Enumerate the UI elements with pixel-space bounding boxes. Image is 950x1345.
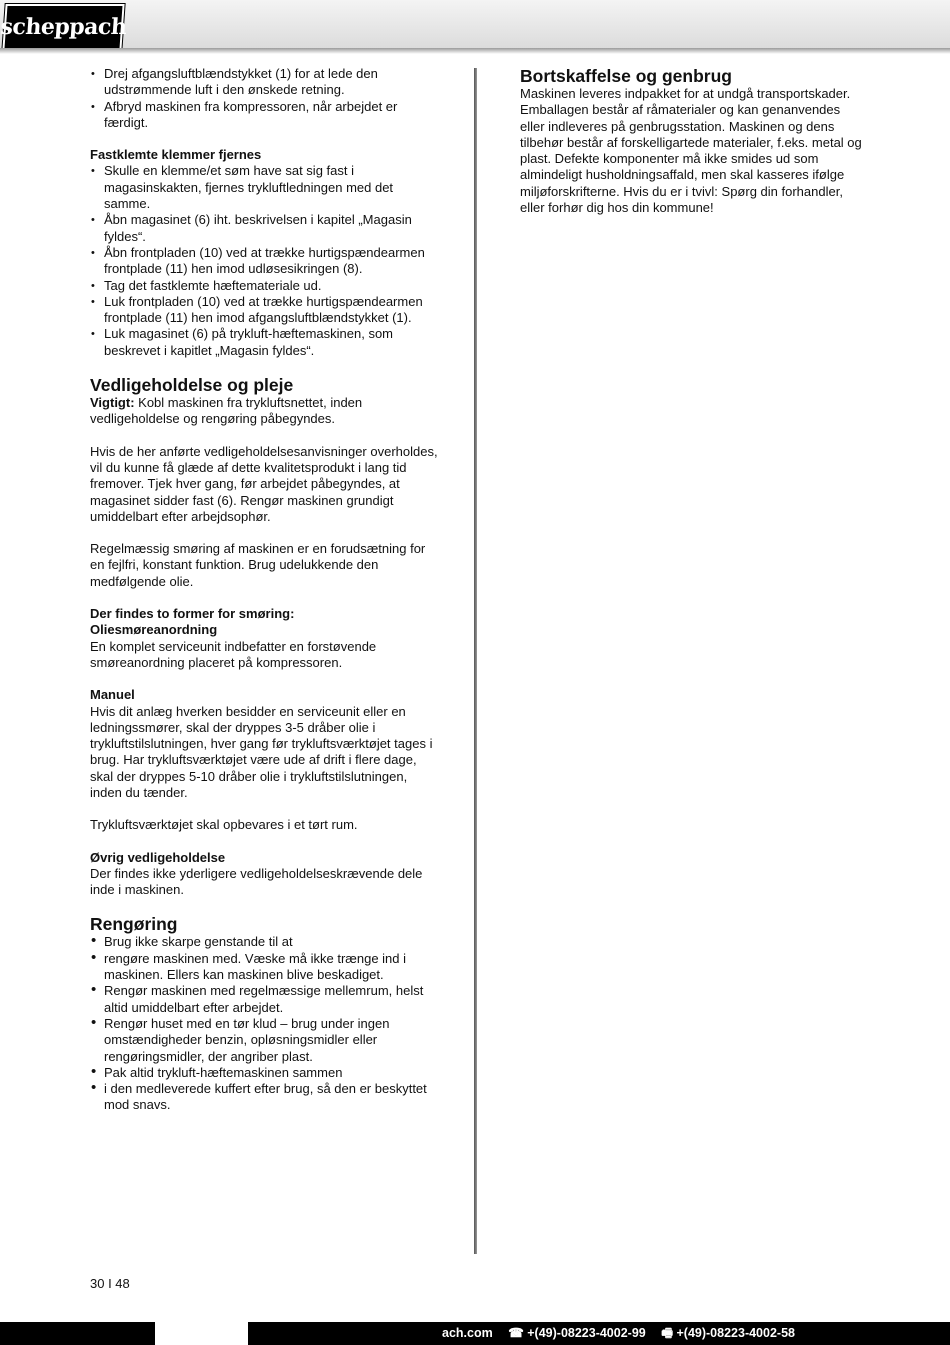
list-item: • rengøre maskinen med. Væske må ikke trænge ind i maskinen. Ellers kan maskinen blive beskadiget. xyxy=(90,951,440,984)
manual-heading: Manuel xyxy=(90,687,135,703)
maintenance-heading: Vedligeholdelse og pleje xyxy=(90,375,294,396)
list-item: • Åbn magasinet (6) iht. beskrivelsen i kapitel „Magasin fyldes“. xyxy=(90,212,440,245)
important-label: Vigtigt: xyxy=(90,395,135,411)
cleaning-heading: Rengøring xyxy=(90,914,178,935)
list-item: • Rengør huset med en tør klud – brug under ingen omstændigheder benzin, opløsningsmidler eller rengøringsmidler, der angriber plast. xyxy=(90,1016,440,1065)
manual-text: Hvis dit anlæg hverken besidder en serviceunit eller en ledningssmører, skal der dryppes 3-5 dråber olie i trykluftstilslutningen, hver gang før trykluftsværktøjet tages i brug. Har trykluftsværktøjet være ude af drift i flere dage, skal der dryppes 5-10 dråber olie i trykluftstilslutningen, inden du tænder. xyxy=(90,703,433,800)
list-item: • Brug ikke skarpe genstande til at xyxy=(90,934,440,950)
jam-heading: Fastklemte klemmer fjernes xyxy=(90,147,262,163)
other-maintenance-heading: Øvrig vedligeholdelse xyxy=(90,849,226,865)
storage-text: Trykluftsværktøjet skal opbevares i et tørt rum. xyxy=(90,817,358,833)
list-item: • Drej afgangsluftblændstykket (1) for at lede den udstrømmende luft i den ønskede retning. xyxy=(90,66,440,99)
other-maintenance-text: Der findes ikke yderligere vedligeholdelseskrævende dele inde i maskinen. xyxy=(90,865,423,898)
right-column xyxy=(520,66,865,216)
page-number: 30 I 48 xyxy=(90,1276,130,1291)
list-item: • Luk frontpladen (10) ved at trække hurtigspændearmen frontplade (11) hen imod afgangsluftblændstykket (1). xyxy=(90,294,440,327)
footer-gap xyxy=(155,1322,248,1345)
disposal-heading: Bortskaffelse og genbrug xyxy=(520,66,732,86)
list-item: • Rengør maskinen med regelmæssige mellemrum, helst altid umiddelbart efter arbejdet. xyxy=(90,983,440,1016)
oil-device-heading: Oliesmøreanordning xyxy=(90,622,218,638)
lubrication-types-heading: Der findes to former for smøring: xyxy=(90,606,295,622)
important-note xyxy=(90,395,440,428)
oil-device-text: En komplet serviceunit indbefatter en forstøvende smøreanordning placeret på kompressoren. xyxy=(90,638,377,670)
list-item: • Åbn frontpladen (10) ved at trække hurtigspændearmen frontplade (11) hen imod udløsesikringen (8). xyxy=(90,245,440,278)
header-shadow xyxy=(0,48,950,54)
page-header xyxy=(0,0,950,48)
footer-fax: 🖷 +(49)-08223-4002-58 xyxy=(661,1326,795,1340)
footer-contact xyxy=(442,1324,807,1345)
cleaning-bullet-list xyxy=(90,934,440,1113)
intro-bullet-list xyxy=(90,66,440,131)
list-item: • Afbryd maskinen fra kompressoren, når arbejdet er færdigt. xyxy=(90,99,440,132)
list-item: • Tag det fastklemte hæftemateriale ud. xyxy=(90,278,440,294)
list-item: • Pak altid trykluft-hæftemaskinen sammen xyxy=(90,1065,440,1081)
list-item: • i den medleverede kuffert efter brug, så den er beskyttet mod snavs. xyxy=(90,1081,440,1114)
maintenance-paragraph: Hvis de her anførte vedligeholdelsesanvisninger overholdes, vil du kunne få glæde af dette kvalitetsprodukt i lang tid fremover. Tjek hver gang, før arbejdet påbegyndes, at magasinet sidder fast (6). Rengør maskinen grundigt umiddelbart efter arbejdsophør. xyxy=(90,443,438,524)
footer-website: ach.com xyxy=(442,1326,493,1340)
disposal-text: Maskinen leveres indpakket for at undgå transportskader. Emballagen består af råmaterialer og kan genanvendes eller indleveres på genbrugsstation. Maskinen og dens tilbehør består af forskelligartede materialer, f.eks. metal og plast. Defekte komponenter må ikke smides ud som almindeligt husholdningsaffald, men skal kasseres ifølge miljøforskrifterne. Hvis du er i tvivl: Spørg din forhandler, eller forhør dig hos din kommune! xyxy=(520,86,862,216)
list-item: • Skulle en klemme/et søm have sat sig fast i magasinskakten, fjernes trykluftledningen med det samme. xyxy=(90,163,440,212)
important-text: Kobl maskinen fra trykluftsnettet, inden vedligeholdelse og rengøring påbegyndes. xyxy=(90,395,363,427)
left-column xyxy=(90,66,440,1114)
footer-phone: ☎ +(49)-08223-4002-99 xyxy=(508,1326,646,1340)
column-divider xyxy=(474,68,477,1254)
lubrication-paragraph: Regelmæssig smøring af maskinen er en forudsætning for en fejlfri, konstant funktion. Brug udelukkende den medfølgende olie. xyxy=(90,541,426,589)
jam-bullet-list xyxy=(90,163,440,359)
list-item: • Luk magasinet (6) på trykluft-hæftemaskinen, som beskrevet i kapitlet „Magasin fyldes“. xyxy=(90,326,440,359)
brand-logo: scheppach xyxy=(2,4,124,50)
